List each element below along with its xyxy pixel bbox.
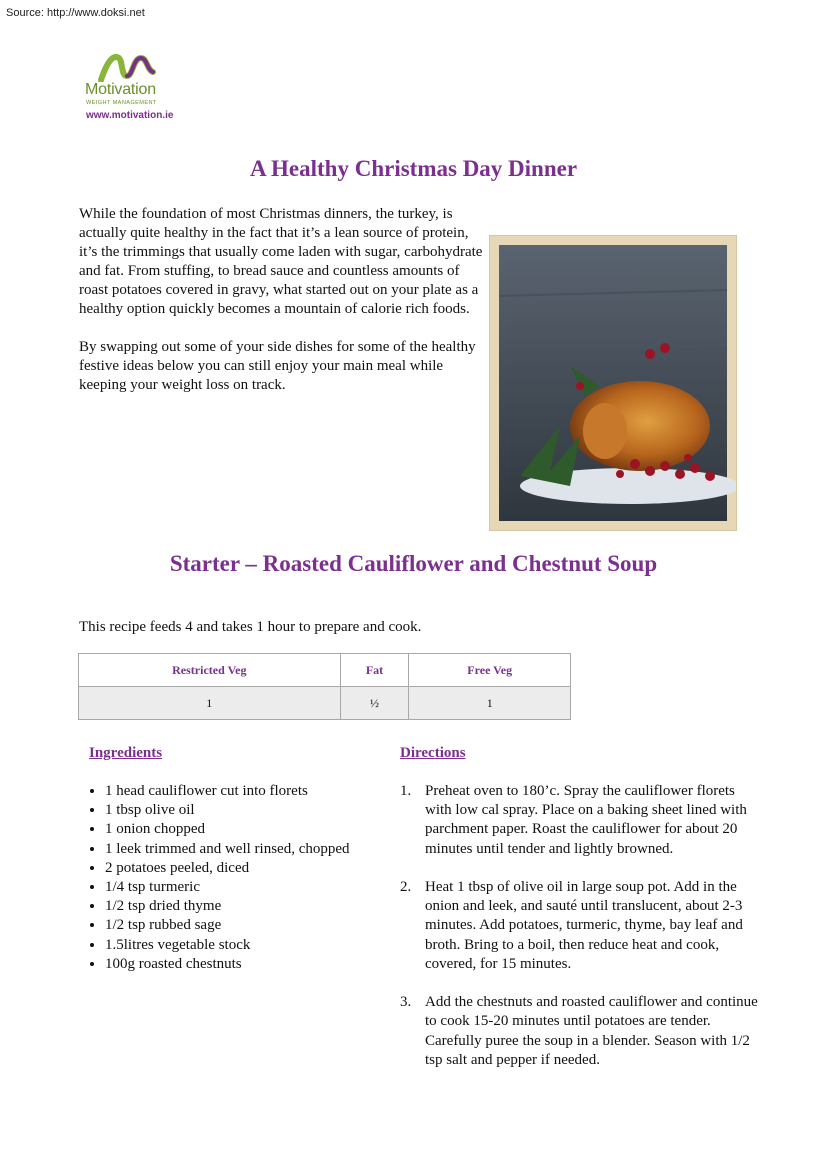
list-item: • 1/4 tsp turmeric xyxy=(105,878,405,897)
list-item: • 1.5litres vegetable stock xyxy=(105,936,405,955)
directions-heading: Directions xyxy=(400,745,466,761)
source-note: Source: http://www.doksi.net xyxy=(6,7,145,19)
table-cell: ½ xyxy=(340,687,409,720)
list-item: • 100g roasted chestnuts xyxy=(105,955,405,974)
list-item: • 1 leek trimmed and well rinsed, chopped xyxy=(105,840,405,859)
starter-title: Starter – Roasted Cauliflower and Chestnut Soup xyxy=(169,551,658,576)
table-header: Restricted Veg xyxy=(79,654,341,687)
list-item: • 2 potatoes peeled, diced xyxy=(105,859,405,878)
step-text: Add the chestnuts and roasted cauliflower and continue to cook 15-20 minutes until potatoes are tender. Carefully puree the soup in a blender. Season with 1/2 tsp salt and pepper if needed. xyxy=(425,994,758,1068)
direction-step xyxy=(400,782,765,859)
logo-swoosh-icon xyxy=(97,52,157,82)
intro-paragraph-1: While the foundation of most Christmas dinners, the turkey, is actually quite healthy in the fact that it’s a lean source of protein, it’s the trimmings that usually come laden with sugar, carbohydrate and fat. From stuffing, to bread sauce and countless amounts of roast potatoes covered in gravy, what started out on your plate as a healthy option quickly becomes a mountain of calorie rich foods. xyxy=(79,206,483,317)
logo-name: Motivation xyxy=(85,81,156,98)
list-item: • 1/2 tsp dried thyme xyxy=(105,897,405,916)
page-title: A Healthy Christmas Day Dinner xyxy=(249,156,578,181)
table-header: Fat xyxy=(340,654,409,687)
logo-tagline: WEIGHT MANAGEMENT xyxy=(86,100,157,106)
recipe-info: This recipe feeds 4 and takes 1 hour to prepare and cook. xyxy=(79,619,422,635)
list-item: • 1 head cauliflower cut into florets xyxy=(105,782,405,801)
list-item: • 1/2 tsp rubbed sage xyxy=(105,916,405,935)
direction-step xyxy=(400,993,765,1070)
step-number: 2. xyxy=(400,879,412,895)
motivation-logo xyxy=(85,52,175,124)
step-text: Preheat oven to 180’c. Spray the cauliflower florets with low cal spray. Place on a baking sheet lined with parchment paper. Roast the cauliflower for about 20 minutes until tender and lightly browned. xyxy=(425,783,747,857)
step-number: 3. xyxy=(400,994,412,1011)
turkey-photo xyxy=(489,235,737,531)
logo-website: www.motivation.ie xyxy=(86,110,174,121)
table-header: Free Veg xyxy=(409,654,571,687)
directions-list xyxy=(400,782,765,1089)
step-text: Heat 1 tbsp of olive oil in large soup pot. Add in the onion and leek, and sauté until translucent, about 2-3 minutes. Add potatoes, turmeric, thyme, bay leaf and broth. Bring to a boil, then reduce heat and cook, covered, for 15 minutes. xyxy=(425,879,743,972)
nutrition-table xyxy=(78,653,571,720)
table-cell: 1 xyxy=(409,687,571,720)
list-item: • 1 onion chopped xyxy=(105,820,405,839)
step-number: 1. xyxy=(400,783,412,799)
ingredients-heading: Ingredients xyxy=(89,745,163,761)
direction-step xyxy=(400,878,765,974)
list-item: • 1 tbsp olive oil xyxy=(105,801,405,820)
intro-paragraph-2: By swapping out some of your side dishes for some of the healthy festive ideas below you can still enjoy your main meal while keeping your weight loss on track. xyxy=(79,339,476,393)
table-row xyxy=(79,687,571,720)
turkey-image-icon xyxy=(490,236,736,530)
table-header-row xyxy=(79,654,571,687)
ingredients-list xyxy=(86,782,405,974)
table-cell: 1 xyxy=(79,687,341,720)
